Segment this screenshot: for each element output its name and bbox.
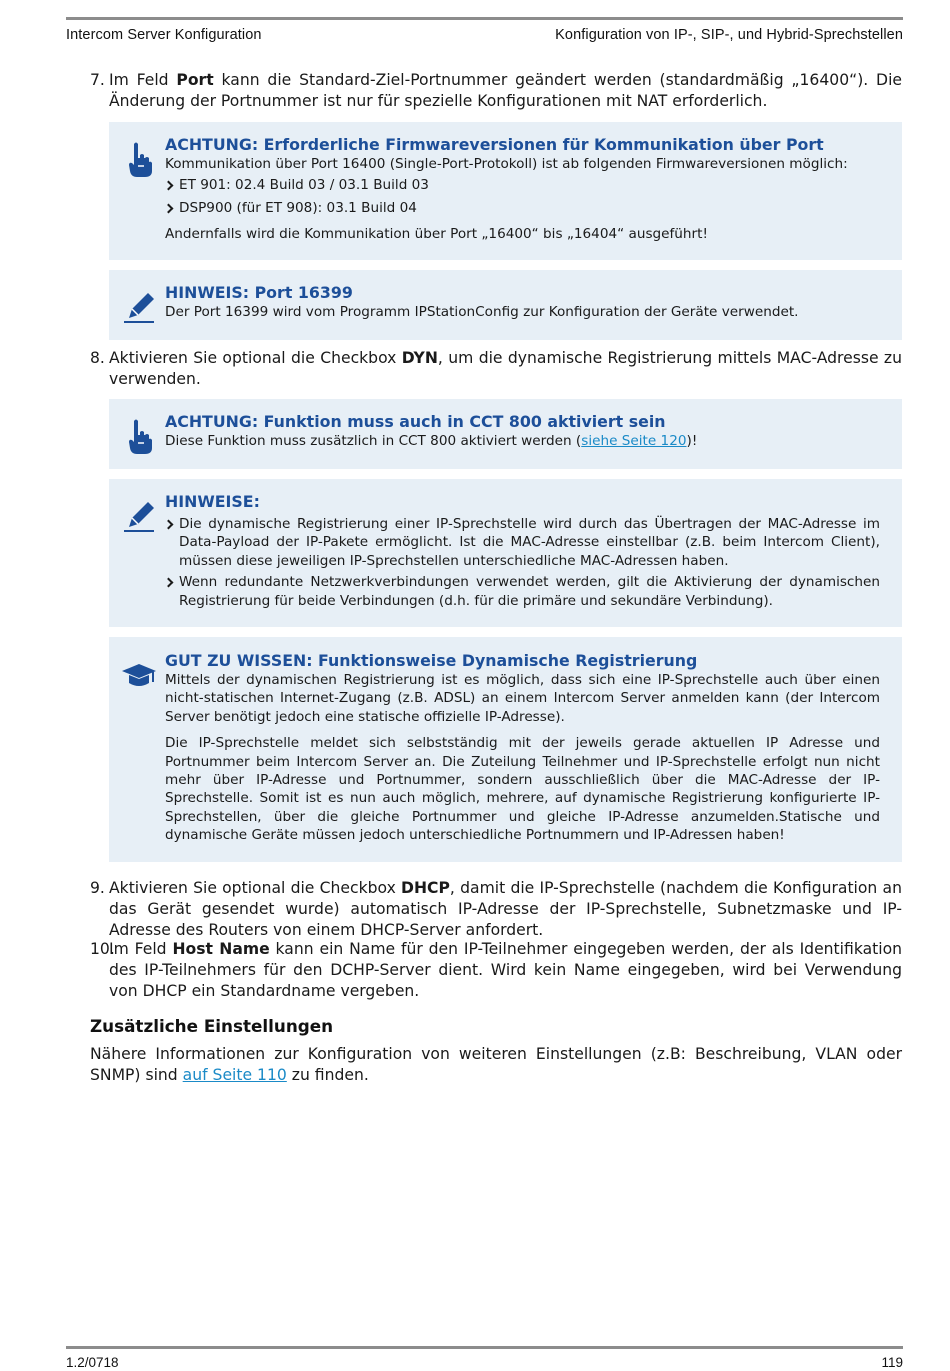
page-footer xyxy=(66,1346,903,1370)
step-10: 10. Im Feld Host Name kann ein Name für den IP-Teilnehmer eingegeben werden, der als Identifikation des IP-Teilnehmers für den DCHP-Server dient. Wird kein Name eingegeben, wird bei Verwendung von DHCP ein Standardname vergeben. xyxy=(90,940,903,1000)
notes-list xyxy=(165,515,880,610)
list-item: Wenn redundante Netzwerkverbindungen verwendet werden, gilt die Aktivierung der dynamischen Registrierung für beide Verbindungen (d.h. für die primäre und sekundäre Verbindung). xyxy=(165,573,880,610)
step-8: 8. Aktivieren Sie optional die Checkbox DYN, um die dynamische Registrierung mittels MAC-Adresse zu verwenden. xyxy=(90,349,902,388)
list-item: ET 901: 02.4 Build 03 / 03.1 Build 03 xyxy=(165,176,880,194)
box-intro: Kommunikation über Port 16400 (Single-Port-Protokoll) ist ab folgenden Firmwareversionen möglich: xyxy=(165,156,848,172)
field-name: Host Name xyxy=(172,940,270,958)
version-label: 1.2/0718 xyxy=(66,1355,119,1370)
header-left: Intercom Server Konfiguration xyxy=(66,27,262,43)
box-title: ACHTUNG: Erforderliche Firmwareversionen für Kommunikation über Port xyxy=(165,135,824,154)
notes-box-registration xyxy=(109,479,902,627)
step-number: 10. xyxy=(90,940,115,958)
page-110-link[interactable]: auf Seite 110 xyxy=(182,1065,287,1084)
page-number: 119 xyxy=(881,1355,903,1370)
header-right: Konfiguration von IP-, SIP-, und Hybrid-Sprechstellen xyxy=(555,27,903,43)
box-outro: Andernfalls wird die Kommunikation über Port „16400“ bis „16404“ ausgeführt! xyxy=(165,226,708,243)
step-7: 7. Im Feld Port kann die Standard-Ziel-Portnummer geändert werden (standardmäßig „16400“). Die Änderung der Portnummer ist nur für spezielle Konfigurationen mit NAT erforderlich. xyxy=(90,71,902,110)
pointing-hand-icon xyxy=(121,417,157,455)
warning-box-firmware xyxy=(109,122,902,260)
warning-box-cct800 xyxy=(109,399,902,469)
pencil-icon xyxy=(121,497,157,535)
field-name: DHCP xyxy=(401,879,450,897)
note-box-port xyxy=(109,270,902,340)
firmware-list xyxy=(165,176,880,217)
step-number: 8. xyxy=(90,349,105,367)
info-box-dynamic-registration xyxy=(109,637,902,862)
box-title: ACHTUNG: Funktion muss auch in CCT 800 aktiviert sein xyxy=(165,412,666,431)
field-name: Port xyxy=(176,71,214,89)
field-name: DYN xyxy=(401,349,438,367)
box-title: HINWEISE: xyxy=(165,492,260,511)
box-paragraph-2: Die IP-Sprechstelle meldet sich selbstständig mit der jeweils gerade aktuellen IP Adresse und Portnummer beim Intercom Server an. Die Zuteilung Teilnehmer und IP-Sprechstelle erfolgt nun nicht mehr über IP-Adresse und Portnummer, sondern ausschließlich über die MAC-Adresse der IP-Sprechstelle. Somit ist es nun auch möglich, mehrere, auf dynamische Registrierung konfigurierte IP-Sprechstellen, über die gleiche Portnummer und gleiche IP-Adresse anzumelden.Statische und dynamische Geräte müssen jedoch unterschiedliche Portnummern und IP-Adressen haben! xyxy=(165,735,880,844)
box-paragraph-1: Mittels der dynamischen Registrierung ist es möglich, dass sich eine IP-Sprechstelle auch über einen nicht-statischen Internet-Zugang (z.B. ADSL) an einem Intercom Server anmelden kann (der Intercom Server benötigt jedoch eine statische offizielle IP-Adresse). xyxy=(165,672,880,725)
list-item: DSP900 (für ET 908): 03.1 Build 04 xyxy=(165,199,880,217)
page-120-link[interactable]: siehe Seite 120 xyxy=(581,433,687,449)
box-text: Diese Funktion muss zusätzlich in CCT 800 aktiviert werden (siehe Seite 120)! xyxy=(165,433,698,449)
section-title: Zusätzliche Einstellungen xyxy=(90,1016,334,1036)
step-number: 9. xyxy=(90,879,105,897)
step-9: 9. Aktivieren Sie optional die Checkbox DHCP, damit die IP-Sprechstelle (nachdem die Konfiguration an das Gerät gesendet wurde) automatisch IP-Adresse der IP-Sprechstelle, Subnetzmaske und IP-Adresse des Routers von einem DHCP-Server anfordert. xyxy=(90,879,902,939)
box-title: GUT ZU WISSEN: Funktionsweise Dynamische Registrierung xyxy=(165,651,698,670)
box-text: Der Port 16399 wird vom Programm IPStationConfig zur Konfiguration der Geräte verwendet. xyxy=(165,304,799,320)
pointing-hand-icon xyxy=(121,140,157,178)
section-paragraph: Nähere Informationen zur Konfiguration von weiteren Einstellungen (z.B: Beschreibung, VLAN oder SNMP) sind auf Seite 110 zu finden. xyxy=(90,1045,902,1084)
pencil-icon xyxy=(121,288,157,326)
list-item: Die dynamische Registrierung einer IP-Sprechstelle wird durch das Übertragen der MAC-Adresse im Data-Payload der IP-Pakete ermöglicht. Ist die MAC-Adresse einstellbar (z.B. beim Intercom Client), müssen diese jeweiligen IP-Sprechstellen unterschiedliche MAC-Adressen haben. xyxy=(165,515,880,570)
graduation-cap-icon xyxy=(121,657,157,695)
step-number: 7. xyxy=(90,71,105,89)
page-header xyxy=(66,17,903,64)
box-title: HINWEIS: Port 16399 xyxy=(165,283,353,302)
